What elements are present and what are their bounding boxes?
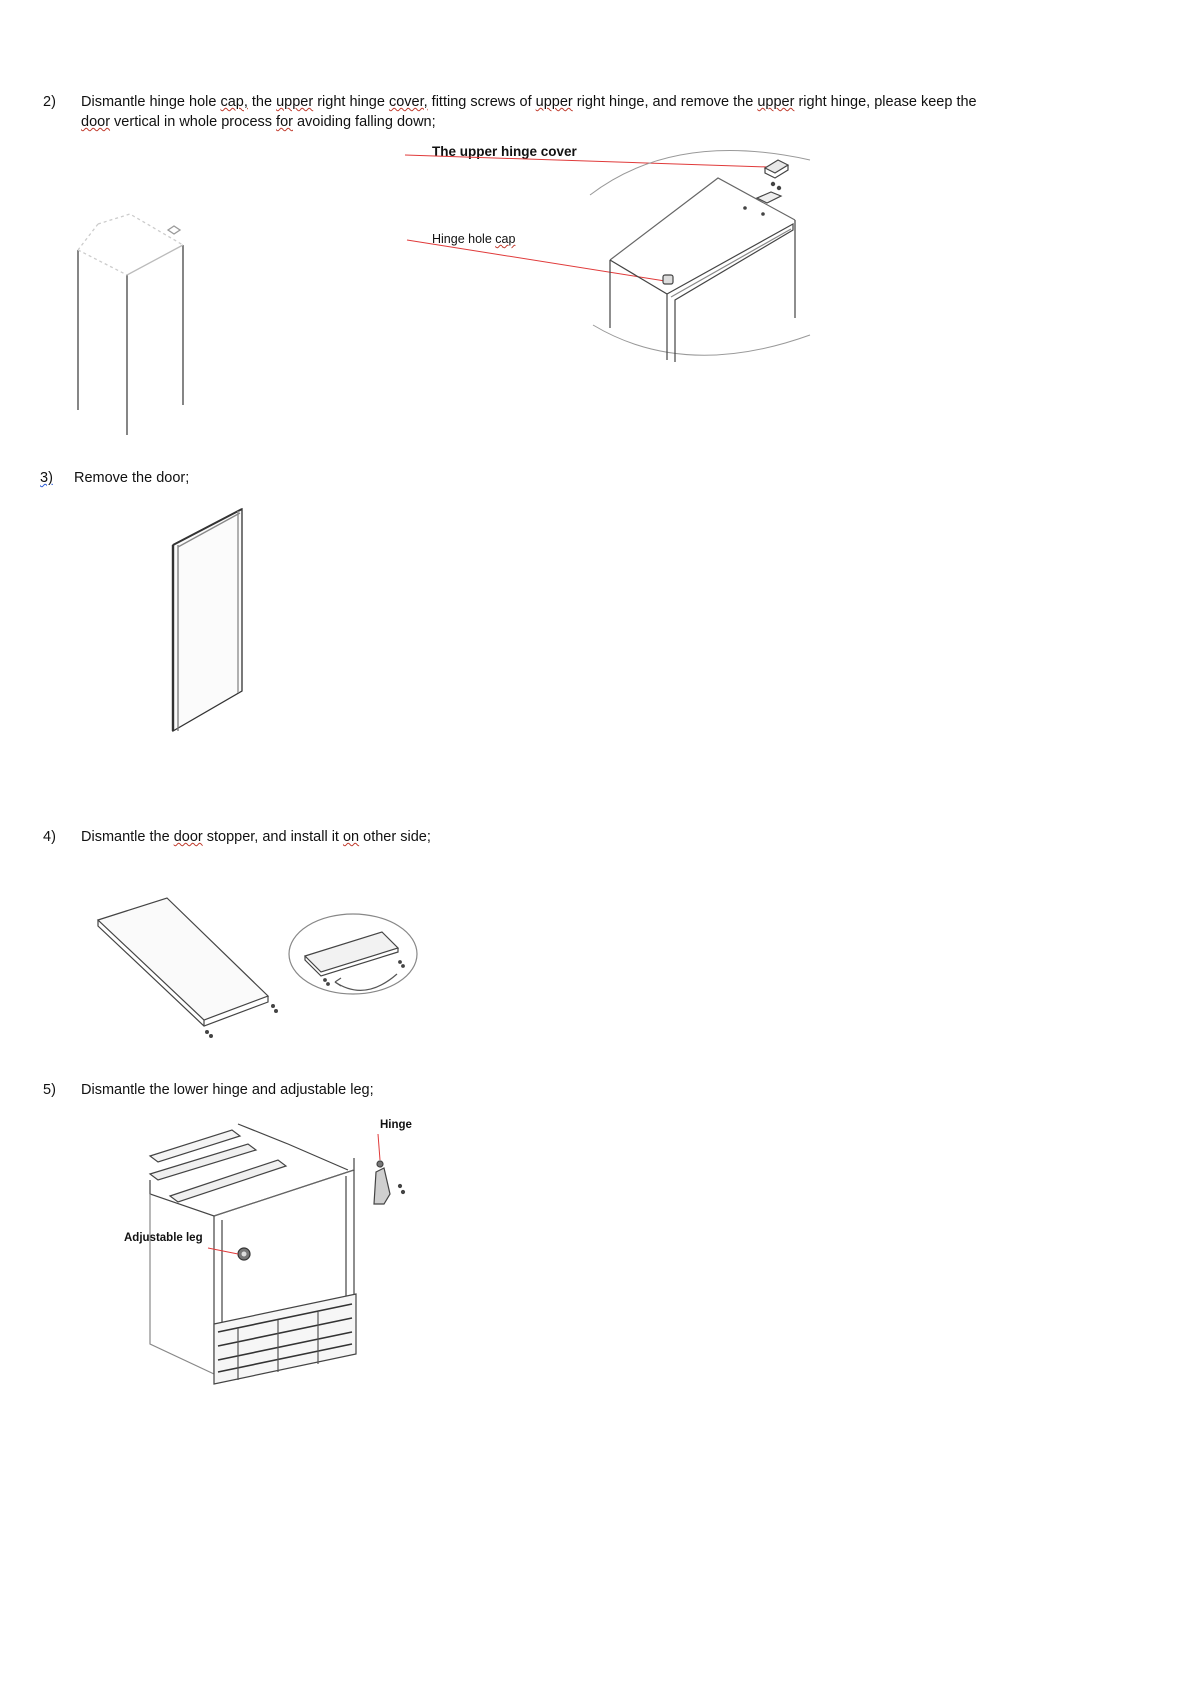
- callout-adjustable-leg: Adjustable leg: [124, 1232, 203, 1244]
- door-drawing: [170, 505, 245, 745]
- text-run: vertical in whole process: [110, 114, 277, 130]
- step-3-number: [40, 468, 53, 488]
- callout-line-hinge: [378, 1134, 380, 1160]
- step-5-text: Dismantle the lower hinge and adjustable leg;: [81, 1082, 374, 1098]
- door-stopper-drawing: [95, 898, 425, 1043]
- callout-line-leg: [208, 1248, 238, 1254]
- lower-hinge-drawing: [148, 1114, 418, 1384]
- spell-flag-word: cap,: [220, 94, 248, 110]
- cabinet-drawing: [70, 210, 200, 440]
- step-3-text: Remove the door;: [74, 470, 190, 486]
- hinge-detail-drawing: [585, 140, 815, 370]
- step-2-line-2: [81, 112, 436, 132]
- text-run: right hinge: [313, 94, 389, 110]
- figure-door-stopper: [95, 898, 425, 1043]
- text-run: right hinge, and remove the: [572, 94, 758, 110]
- spell-flag-word: cover,: [388, 94, 428, 110]
- callout-hinge: Hinge: [380, 1119, 412, 1131]
- text-run: Dismantle the: [81, 829, 174, 845]
- step-4-number: 4): [43, 829, 56, 845]
- callout-upper-hinge-cover: The upper hinge cover: [432, 144, 577, 159]
- step-2-line-1: [81, 92, 977, 112]
- spell-flag-word: upper: [276, 94, 314, 110]
- step-5-number: 5): [43, 1082, 56, 1098]
- spell-flag-word: cap: [495, 232, 516, 246]
- callout-line-cap: [407, 240, 665, 281]
- spell-flag-word: upper: [535, 94, 573, 110]
- callout-line-cover: [405, 155, 768, 167]
- spell-flag-word: door: [173, 829, 203, 845]
- text-run: Hinge hole: [432, 232, 496, 246]
- figure-hinge-detail: [585, 140, 815, 370]
- step-2-number: 2): [43, 94, 56, 110]
- spell-flag-word: for: [276, 114, 293, 130]
- step-4-text: [81, 827, 431, 847]
- spell-flag-word: upper: [757, 94, 795, 110]
- spell-flag-word: on: [342, 829, 360, 845]
- text-run: stopper, and install it: [202, 829, 343, 845]
- spell-flag-word: door: [81, 114, 111, 130]
- figure-upright-cabinet: [70, 210, 200, 440]
- text-run: right hinge, please keep the: [794, 94, 977, 110]
- text-run: avoiding falling down;: [292, 114, 436, 130]
- text-run: Dismantle hinge hole: [81, 94, 221, 110]
- step-3-number-text: 3): [40, 470, 53, 486]
- text-run: the: [247, 94, 277, 110]
- text-run: other side;: [359, 829, 431, 845]
- figure-door-panel: [170, 505, 245, 745]
- text-run: fitting screws of: [427, 94, 536, 110]
- callout-hinge-hole-cap: [432, 232, 515, 246]
- figure-lower-hinge: [148, 1114, 418, 1384]
